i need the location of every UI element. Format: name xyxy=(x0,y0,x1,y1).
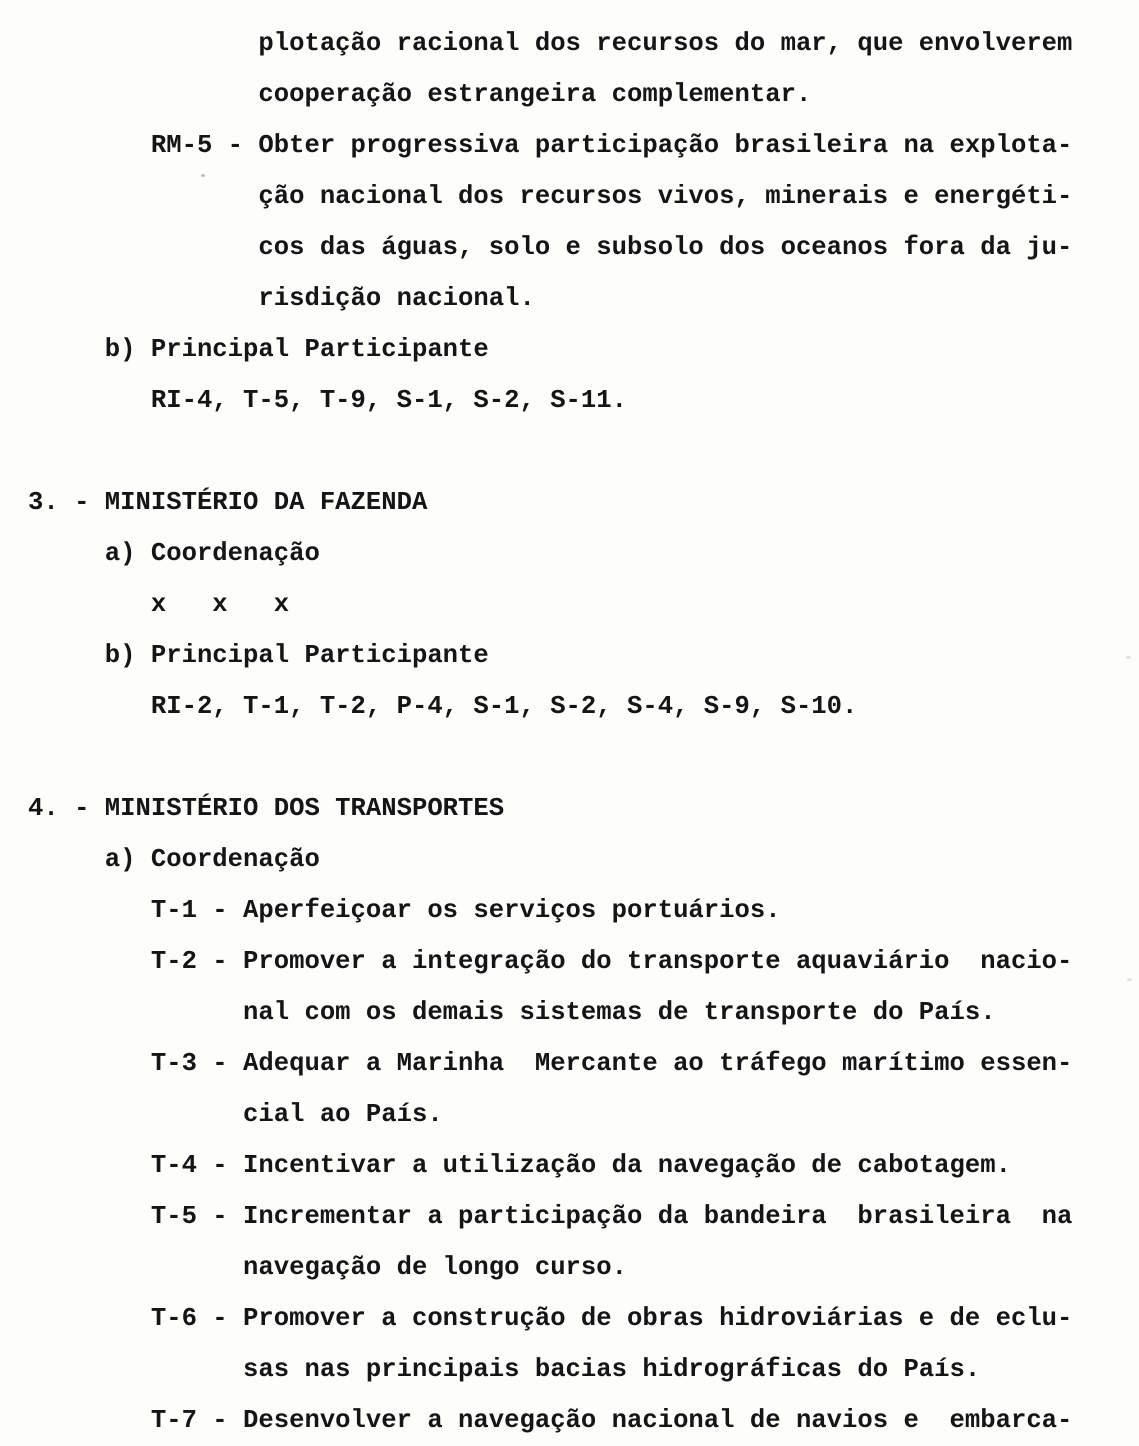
item-t-4: T-4 - Incentivar a utilização da navegação de cabotagem. xyxy=(28,1151,1011,1180)
item-t-6: T-6 - Promover a construção de obras hidroviárias e de eclu- xyxy=(28,1304,1073,1333)
item-t-7: T-7 - Desenvolver a navegação nacional de navios e embarca- xyxy=(28,1406,1073,1435)
subsection-a-label: a) Coordenação xyxy=(28,845,320,874)
item-t-2: T-2 - Promover a integração do transporte aquaviário nacio- xyxy=(28,947,1073,976)
paragraph-line: plotação racional dos recursos do mar, que envolverem xyxy=(28,29,1073,58)
subsection-a-label: a) Coordenação xyxy=(28,539,320,568)
item-t-1: T-1 - Aperfeiçoar os serviços portuários. xyxy=(28,896,781,925)
paragraph-line: risdição nacional. xyxy=(28,284,535,313)
paragraph-line: nal com os demais sistemas de transporte do País. xyxy=(28,998,996,1027)
document-page xyxy=(28,18,1139,1446)
paragraph-line: sas nas principais bacias hidrográficas do País. xyxy=(28,1355,981,1384)
section-3-heading: 3. - MINISTÉRIO DA FAZENDA xyxy=(28,488,428,517)
paragraph-line: ção nacional dos recursos vivos, minerais e energéti- xyxy=(28,182,1073,211)
blank-line xyxy=(28,732,1139,783)
scan-speck xyxy=(1127,978,1132,981)
subsection-b-label: b) Principal Participante xyxy=(28,641,489,670)
item-t-3: T-3 - Adequar a Marinha Mercante ao tráfego marítimo essen- xyxy=(28,1049,1073,1078)
placeholder-xxx: x x x xyxy=(28,590,290,619)
blank-line xyxy=(28,426,1139,477)
participants-list: RI-4, T-5, T-9, S-1, S-2, S-11. xyxy=(28,386,627,415)
item-t-5: T-5 - Incrementar a participação da bandeira brasileira na xyxy=(28,1202,1073,1231)
paragraph-line: cial ao País. xyxy=(28,1100,443,1129)
item-rm-5: RM-5 - Obter progressiva participação brasileira na explota- xyxy=(28,131,1073,160)
scan-speck xyxy=(1126,656,1131,659)
section-4-heading: 4. - MINISTÉRIO DOS TRANSPORTES xyxy=(28,794,505,823)
participants-list: RI-2, T-1, T-2, P-4, S-1, S-2, S-4, S-9, S-10. xyxy=(28,692,858,721)
paragraph-line: cooperação estrangeira complementar. xyxy=(28,80,812,109)
subsection-b-label: b) Principal Participante xyxy=(28,335,489,364)
paragraph-line: navegação de longo curso. xyxy=(28,1253,627,1282)
paragraph-line: cos das águas, solo e subsolo dos oceanos fora da ju- xyxy=(28,233,1073,262)
scan-speck xyxy=(201,174,205,177)
